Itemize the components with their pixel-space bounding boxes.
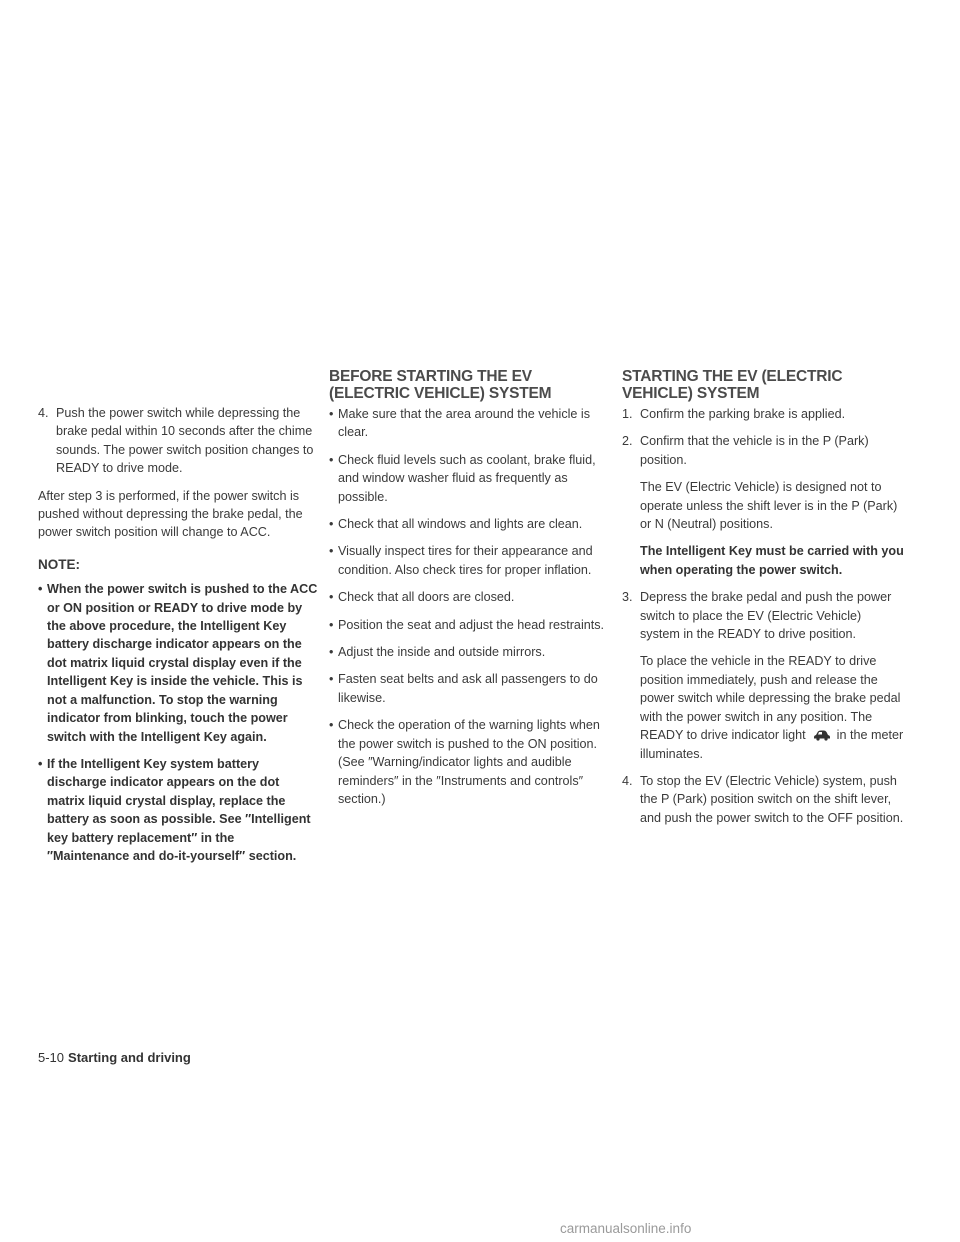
list-item: • Check that all windows and lights are clean. (329, 515, 607, 533)
section-heading: BEFORE STARTING THE EV (ELECTRIC VEHICLE) SYSTEM (329, 368, 552, 402)
step-number: 4. (38, 406, 49, 420)
step-text: Push the power switch while depressing the brake pedal within 10 seconds after the chime sounds. The power switch position changes to READY to drive mode. (56, 406, 314, 476)
step-3-paragraph-a: To place the vehicle in the READY to drive position immediately, push and release the power switch while depressing the brake pedal with the power switch in any position. The READY to drive indicator light (640, 654, 901, 743)
page-footer (38, 1050, 191, 1065)
watermark: carmanualsonline.info (560, 1221, 692, 1236)
car-ready-icon (813, 729, 831, 741)
step-number: 3. (622, 590, 633, 605)
note-item: • If the Intelligent Key system battery discharge indicator appears on the dot matrix liquid crystal display, replace the battery as soon as possible. See ″Intelligent key battery replacement″ in the ″Maintenance and do-it-yourself″ section. (38, 755, 318, 865)
column-middle (329, 368, 607, 817)
step-2-paragraph: The EV (Electric Vehicle) is designed not to operate unless the shift lever is in the P (Park) or N (Neutral) positions. (640, 480, 898, 532)
list-item: • Check that all doors are closed. (329, 588, 607, 606)
step-number: 1. (622, 407, 633, 421)
section-title: Starting and driving (68, 1050, 191, 1065)
step-4 (38, 404, 318, 478)
list-item: • Position the seat and adjust the head restraints. (329, 616, 607, 634)
step-3-paragraph (622, 652, 904, 762)
list-item: • Check the operation of the warning lights when the power switch is pushed to the ON position. (See ″Warning/indicator lights and audible reminders″ in the ″Instruments and controls″ section.) (329, 716, 607, 808)
paragraph-after-step3: After step 3 is performed, if the power switch is pushed without depressing the brake pedal, the power switch position will change to ACC. (38, 488, 303, 540)
column-right (622, 368, 904, 836)
note-item: • When the power switch is pushed to the ACC or ON position or READY to drive mode by the above procedure, the Intelligent Key battery discharge indicator appears on the dot matrix liquid crystal display even if the Intelligent Key is inside the vehicle. This is not a malfunction. To stop the warning indicator from blinking, touch the power switch with the Intelligent Key again. (38, 580, 318, 746)
list-item: • Visually inspect tires for their appearance and condition. Also check tires for proper inflation. (329, 542, 607, 579)
list-item: • Make sure that the area around the vehicle is clear. (329, 405, 607, 442)
step-1 (622, 405, 904, 423)
list-item: • Adjust the inside and outside mirrors. (329, 643, 607, 661)
step-text: Confirm that the vehicle is in the P (Park) position. (640, 434, 869, 467)
step-2-warning: The Intelligent Key must be carried with you when operating the power switch. (640, 544, 904, 577)
section-heading: STARTING THE EV (ELECTRIC VEHICLE) SYSTEM (622, 368, 843, 402)
column-left (38, 404, 318, 874)
step-4 (622, 772, 904, 827)
step-text: Confirm the parking brake is applied. (640, 407, 846, 421)
step-number: 4. (622, 773, 633, 788)
step-text: Depress the brake pedal and push the power switch to place the EV (Electric Vehicle) system in the READY to drive position. (640, 590, 892, 642)
note-title: NOTE: (38, 556, 80, 572)
step-3 (622, 588, 904, 643)
list-item: • Fasten seat belts and ask all passengers to do likewise. (329, 670, 607, 707)
step-2 (622, 432, 904, 469)
step-number: 2. (622, 434, 633, 449)
step-3-paragraph-b: in the meter illuminates. (640, 728, 904, 761)
step-text: To stop the EV (Electric Vehicle) system, push the P (Park) position switch on the shift lever, and push the power switch to the OFF position. (640, 773, 904, 825)
page-number: 5-10 (38, 1050, 65, 1065)
list-item: • Check fluid levels such as coolant, brake fluid, and window washer fluid as frequently as possible. (329, 451, 607, 506)
